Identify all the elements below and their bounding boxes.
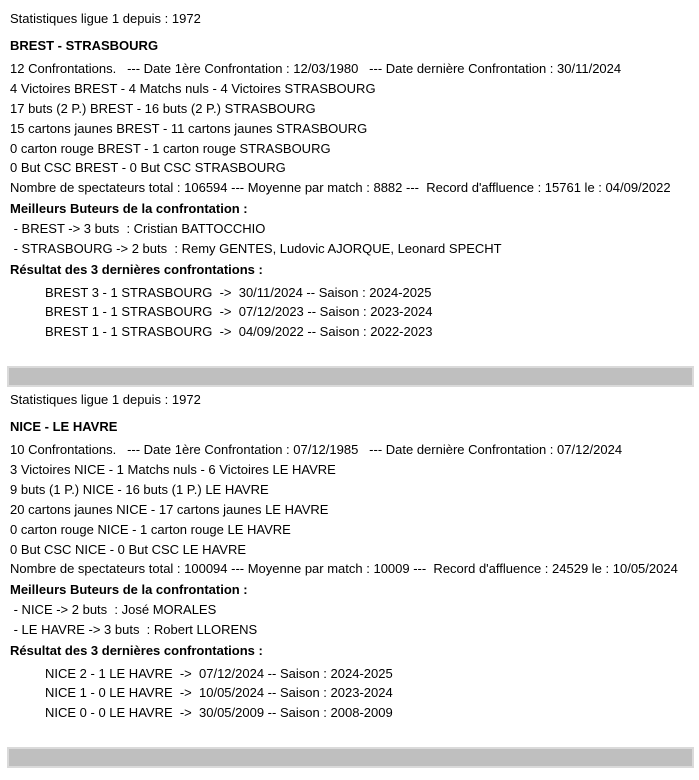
- result-line: NICE 0 - 0 LE HAVRE -> 30/05/2009 -- Saison : 2008-2009: [45, 704, 393, 720]
- stat-line-own-goals: 0 But CSC NICE - 0 But CSC LE HAVRE: [10, 541, 246, 557]
- stat-line-confrontations: 10 Confrontations. --- Date 1ère Confrontation : 07/12/1985 --- Date dernière Confrontation : 07/12/2024: [10, 442, 623, 457]
- section-divider: [7, 747, 694, 768]
- stat-line-red-cards: 0 carton rouge BREST - 1 carton rouge STRASBOURG: [10, 140, 331, 156]
- result-line: NICE 1 - 0 LE HAVRE -> 10/05/2024 -- Saison : 2023-2024: [45, 685, 393, 701]
- best-scorer-line: - BREST -> 3 buts : Cristian BATTOCCHIO: [10, 221, 266, 237]
- best-scorer-line: - NICE -> 2 buts : José MORALES: [10, 602, 217, 618]
- stat-line-victories: 4 Victoires BREST - 4 Matchs nuls - 4 Victoires STRASBOURG: [10, 80, 376, 96]
- stat-line-victories: 3 Victoires NICE - 1 Matchs nuls - 6 Victoires LE HAVRE: [10, 461, 336, 477]
- stat-line-own-goals: 0 But CSC BREST - 0 But CSC STRASBOURG: [10, 160, 286, 176]
- stat-line-goals: 9 buts (1 P.) NICE - 16 buts (1 P.) LE HAVRE: [10, 481, 269, 497]
- result-line: BREST 1 - 1 STRASBOURG -> 04/09/2022 -- Saison : 2022-2023: [45, 323, 433, 339]
- matchup-title: NICE - LE HAVRE: [10, 419, 118, 434]
- stat-line-confrontations: 12 Confrontations. --- Date 1ère Confrontation : 12/03/1980 --- Date dernière Confrontation : 30/11/2024: [10, 60, 622, 76]
- best-scorers-heading: Meilleurs Buteurs de la confrontation :: [10, 582, 248, 598]
- matchup-section-nice-le-havre: [0, 390, 699, 722]
- result-line: NICE 2 - 1 LE HAVRE -> 07/12/2024 -- Saison : 2024-2025: [45, 665, 393, 681]
- last-results-heading: Résultat des 3 dernières confrontations :: [10, 261, 263, 277]
- best-scorers-heading: Meilleurs Buteurs de la confrontation :: [10, 201, 248, 217]
- last-results-block: [45, 664, 699, 722]
- last-results-block: [45, 283, 699, 341]
- league-stats-since-line: Statistiques ligue 1 depuis : 1972: [10, 392, 201, 408]
- result-line: BREST 1 - 1 STRASBOURG -> 07/12/2023 -- Saison : 2023-2024: [45, 304, 433, 320]
- league-stats-since-line: Statistiques ligue 1 depuis : 1972: [10, 11, 201, 26]
- matchup-section-brest-strasbourg: [0, 9, 699, 341]
- best-scorer-line: - STRASBOURG -> 2 buts : Remy GENTES, Ludovic AJORQUE, Leonard SPECHT: [10, 241, 502, 257]
- stat-line-yellow-cards: 15 cartons jaunes BREST - 11 cartons jaunes STRASBOURG: [10, 120, 368, 136]
- section-divider: [7, 366, 694, 387]
- stat-line-goals: 17 buts (2 P.) BREST - 16 buts (2 P.) STRASBOURG: [10, 100, 316, 116]
- matchup-title: BREST - STRASBOURG: [10, 37, 159, 53]
- stat-line-attendance: Nombre de spectateurs total : 106594 --- Moyenne par match : 8882 --- Record d'affluence : 15761 le : 04/09/2022: [10, 180, 671, 196]
- stat-line-attendance: Nombre de spectateurs total : 100094 --- Moyenne par match : 10009 --- Record d'affluence : 24529 le : 10/05/2024: [10, 561, 678, 577]
- result-line: BREST 3 - 1 STRASBOURG -> 30/11/2024 -- Saison : 2024-2025: [45, 284, 432, 300]
- best-scorer-line: - LE HAVRE -> 3 buts : Robert LLORENS: [10, 622, 258, 638]
- last-results-heading: Résultat des 3 dernières confrontations :: [10, 643, 263, 659]
- stat-line-yellow-cards: 20 cartons jaunes NICE - 17 cartons jaunes LE HAVRE: [10, 501, 329, 517]
- stat-line-red-cards: 0 carton rouge NICE - 1 carton rouge LE HAVRE: [10, 521, 291, 537]
